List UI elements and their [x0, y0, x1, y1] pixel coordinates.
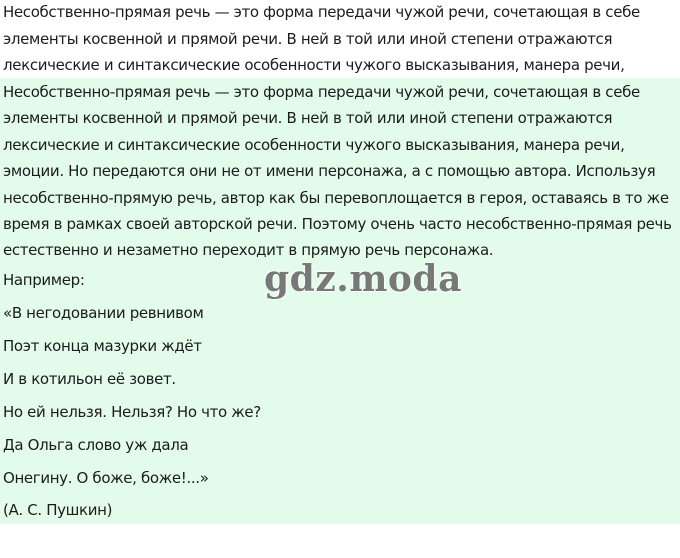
intro-paragraph: [0, 0, 680, 78]
highlighted-block: [0, 78, 680, 524]
poem-line: Да Ольга слово уж дала: [3, 436, 189, 454]
intro-line: Несобственно-прямая речь — это форма передачи чужой речи, сочетающая в себе: [3, 3, 640, 21]
poem-line: И в котильон её зовет.: [3, 370, 176, 388]
poem-line: «В негодовании ревнивом: [3, 304, 204, 322]
paragraph-line: Несобственно-прямая речь — это форма передачи чужой речи, сочетающая в себе: [3, 83, 640, 101]
poem-attribution: (А. С. Пушкин): [3, 501, 113, 519]
intro-line: элементы косвенной и прямой речи. В ней в той или иной степени отражаются: [3, 30, 613, 48]
paragraph-line: естественно и незаметно переходит в прямую речь персонажа.: [3, 241, 494, 259]
paragraph-line: эмоции. Но передаются они не от имени персонажа, а с помощью автора. Используя: [3, 162, 656, 180]
paragraph-line: несобственно-прямую речь, автор как бы перевоплощается в героя, оставаясь в то же: [3, 189, 669, 207]
intro-line: лексические и синтаксические особенности чужого высказывания, манера речи,: [3, 56, 625, 74]
example-heading: Например:: [3, 271, 85, 289]
poem-line: Поэт конца мазурки ждёт: [3, 337, 202, 355]
poem-line: Но ей нельзя. Нельзя? Но что же?: [3, 403, 261, 421]
paragraph-line: лексические и синтаксические особенности чужого высказывания, манера речи,: [3, 136, 625, 154]
paragraph-line: время в рамках своей авторской речи. Поэтому очень часто несобственно-прямая речь: [3, 215, 672, 233]
paragraph-line: элементы косвенной и прямой речи. В ней в той или иной степени отражаются: [3, 109, 613, 127]
poem-line: Онегину. О боже, боже!...»: [3, 469, 209, 487]
watermark-logo: gdz.moda: [264, 258, 462, 300]
